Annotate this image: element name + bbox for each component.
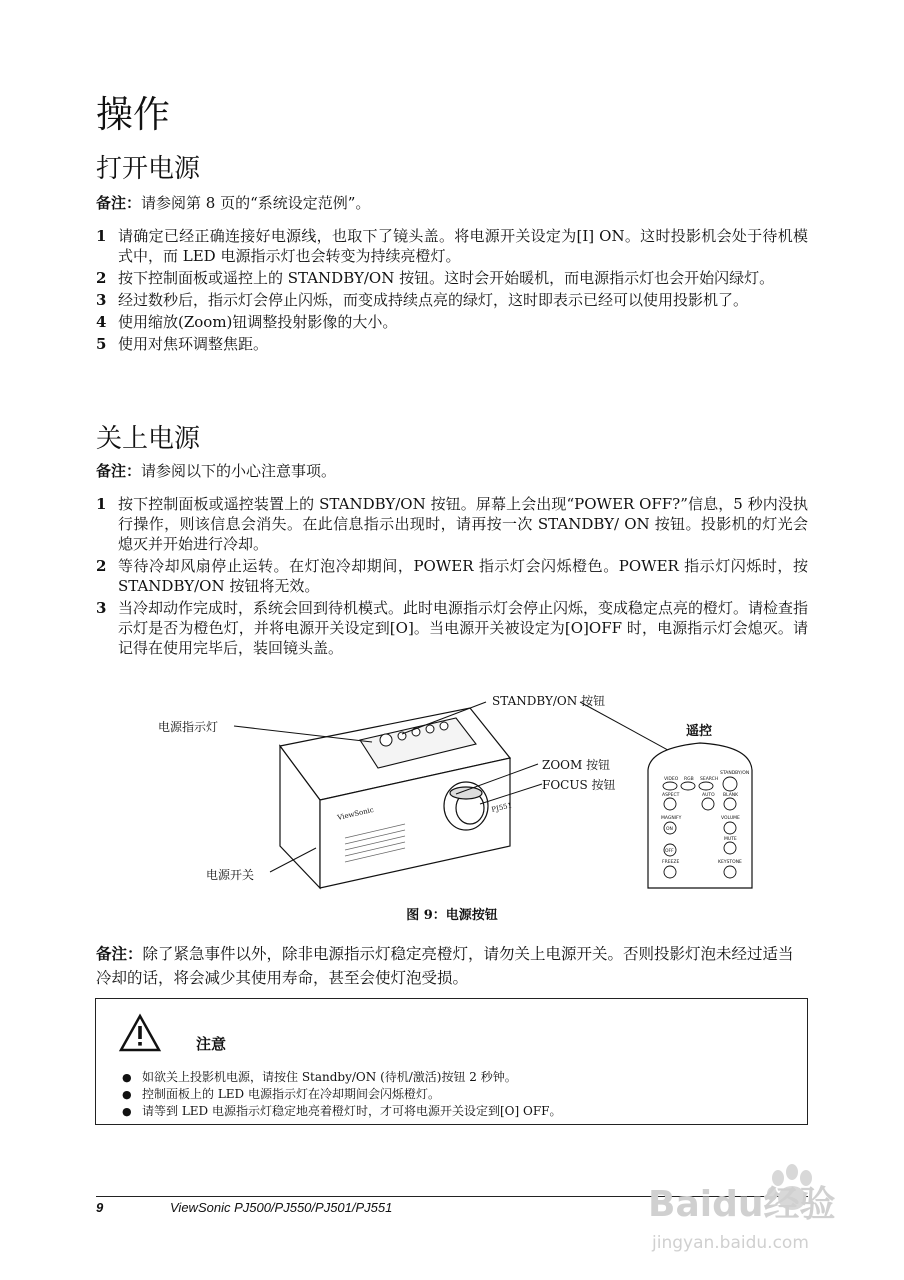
baidu-watermark-logo xyxy=(648,1150,868,1270)
power-on-heading: 打开电源 xyxy=(96,154,201,184)
step-number: 4 xyxy=(96,313,107,331)
step-item xyxy=(96,226,808,266)
power-off-note xyxy=(96,460,808,482)
step-item xyxy=(96,268,808,288)
remote-keystone-label: KEYSTONE xyxy=(718,860,742,865)
caution-item: ● 请等到 LED 电源指示灯稳定地亮着橙灯时，才可将电源开关设定到[O] OFF。 xyxy=(122,1103,562,1120)
step-number: 3 xyxy=(96,291,107,309)
remote-standby-label: STANDBY/ON xyxy=(720,771,750,776)
step-text: 使用对焦环调整焦距。 xyxy=(118,335,269,353)
figure-caption: 图 9：电源按钮 xyxy=(406,908,498,923)
remote-search-label: SEARCH xyxy=(700,777,719,782)
remote-rgb-label: RGB xyxy=(684,777,694,782)
note-text: 除了紧急事件以外，除非电源指示灯稳定亮橙灯，请勿关上电源开关。否则投影灯泡未经过适当冷却的话，将会减少其使用寿命，甚至会使灯泡受损。 xyxy=(96,945,794,987)
warning-triangle-icon xyxy=(118,1013,162,1053)
step-item xyxy=(96,334,808,354)
step-text: 请确定已经正确连接好电源线，也取下了镜头盖。将电源开关设定为[I] ON。这时投影机会处于待机模式中，而 LED 电源指示灯也会转变为持续亮橙灯。 xyxy=(118,227,808,265)
page-title: 操作 xyxy=(96,93,170,136)
caution-box xyxy=(95,998,808,1125)
note-label: 备注： xyxy=(96,462,142,480)
remote-volume-label: VOLUME xyxy=(721,816,740,821)
step-text: 等待冷却风扇停止运转。在灯泡冷却期间，POWER 指示灯会闪烁橙色。POWER 指示灯闪烁时，按 STANDBY/ON 按钮将无效。 xyxy=(118,557,808,595)
power-switch-label: 电源开关 xyxy=(206,868,255,882)
power-indicator-label: 电源指示灯 xyxy=(158,720,219,734)
step-item xyxy=(96,494,808,554)
step-item xyxy=(96,598,808,658)
projector-model: PJ551 xyxy=(490,801,513,814)
remote-video-label: VIDEO xyxy=(664,777,679,782)
remote-magnify-label: MAGNIFY xyxy=(661,816,682,821)
step-item xyxy=(96,312,808,332)
caution-title: 注意 xyxy=(196,1035,227,1053)
zoom-button-label: ZOOM 按钮 xyxy=(542,758,611,772)
remote-blank-label: BLANK xyxy=(723,793,739,798)
note-label: 备注： xyxy=(96,944,143,963)
footer-page-number: 9 xyxy=(96,1200,104,1215)
caution-item: ● 控制面板上的 LED 电源指示灯在冷却期间会闪烁橙灯。 xyxy=(122,1086,562,1103)
power-button-figure xyxy=(140,688,780,898)
step-number: 2 xyxy=(96,557,107,575)
power-off-heading: 关上电源 xyxy=(96,424,201,454)
step-text: 使用缩放(Zoom)钮调整投射影像的大小。 xyxy=(118,313,398,331)
step-text: 当冷却动作完成时，系统会回到待机模式。此时电源指示灯会停止闪烁，变成稳定点亮的橙灯。请检查指示灯是否为橙色灯，并将电源开关设定到[O]。当电源开关被设定为[O]OFF 时，电源指示灯会熄灭。请记得在使用完毕后，装回镜头盖。 xyxy=(118,599,809,657)
note-text: 请参阅以下的小心注意事项。 xyxy=(141,462,337,480)
remote-auto-label: AUTO xyxy=(702,793,715,798)
projector-brand: ViewSonic xyxy=(336,805,375,822)
lens xyxy=(444,782,488,830)
step-number: 2 xyxy=(96,269,107,287)
step-number: 3 xyxy=(96,599,107,617)
step-item xyxy=(96,556,808,596)
remote-on-label: ON xyxy=(666,827,673,832)
caution-list xyxy=(122,1069,562,1120)
final-note xyxy=(96,942,808,990)
remote-label: 遥控 xyxy=(686,724,713,739)
remote-aspect-label: ASPECT xyxy=(662,793,680,798)
remote-freeze-label: FREEZE xyxy=(662,860,680,865)
footer-model-text: ViewSonic PJ500/PJ550/PJ501/PJ551 xyxy=(170,1200,393,1215)
note-label: 备注： xyxy=(96,194,142,212)
remote-off-label: OFF xyxy=(665,849,674,854)
step-text: 经过数秒后，指示灯会停止闪烁，而变成持续点亮的绿灯，这时即表示已经可以使用投影机了。 xyxy=(118,291,749,309)
step-item xyxy=(96,290,808,310)
power-on-note xyxy=(96,192,808,214)
watermark-url: jingyan.baidu.com xyxy=(652,1233,809,1253)
step-number: 1 xyxy=(96,495,107,513)
watermark-logo-text: Baidu经验 xyxy=(648,1184,836,1225)
standby-button-label: STANDBY/ON 按钮 xyxy=(492,694,606,708)
step-number: 5 xyxy=(96,335,107,353)
step-text: 按下控制面板或遥控装置上的 STANDBY/ON 按钮。屏幕上会出现“POWER OFF?”信息，5 秒内没执行操作，则该信息会消失。在此信息指示出现时，请再按一次 STANDBY/ ON 按钮。投影机的灯光会熄灭并开始进行冷却。 xyxy=(118,495,808,553)
step-number: 1 xyxy=(96,227,107,245)
caution-item: ● 如欲关上投影机电源，请按住 Standby/ON (待机/激活)按钮 2 秒钟。 xyxy=(122,1069,562,1086)
focus-button-label: FOCUS 按钮 xyxy=(542,778,616,792)
power-off-steps xyxy=(96,494,808,660)
power-on-steps xyxy=(96,226,808,356)
remote-mute-label: MUTE xyxy=(724,837,737,842)
step-text: 按下控制面板或遥控上的 STANDBY/ON 按钮。这时会开始暖机，而电源指示灯也会开始闪绿灯。 xyxy=(118,269,775,287)
note-text: 请参阅第 8 页的“系统设定范例”。 xyxy=(141,194,371,212)
